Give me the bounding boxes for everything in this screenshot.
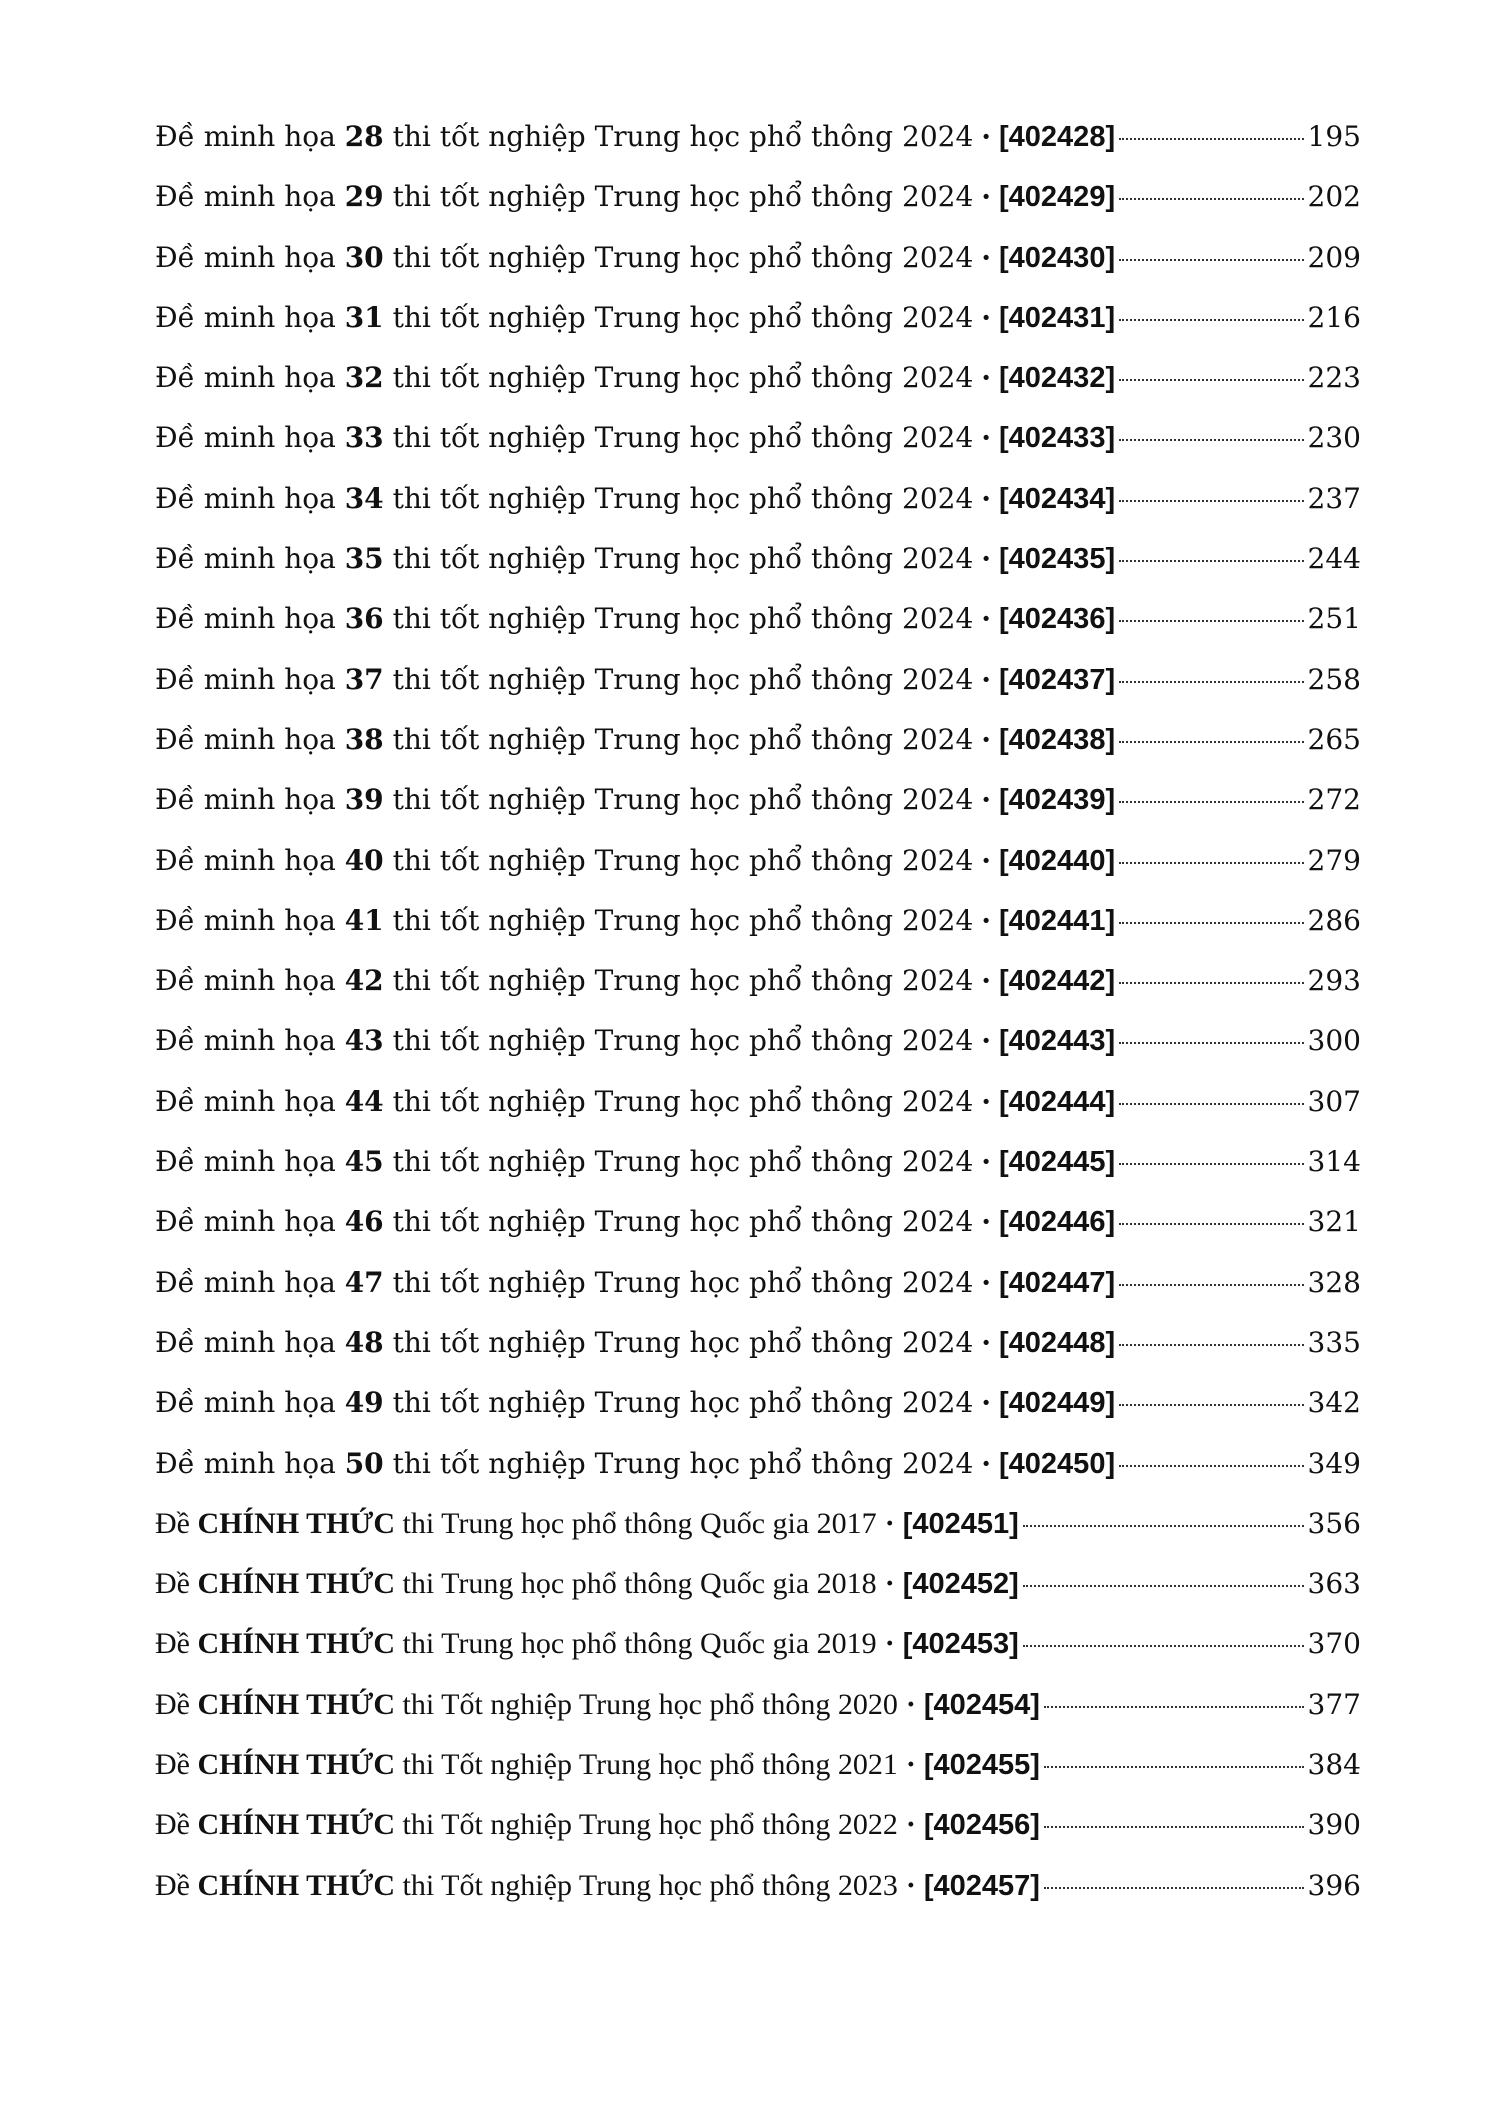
toc-entry-title [155,301,1115,335]
toc-entry-title [155,602,1115,636]
toc-entry-title [155,180,1115,214]
toc-entry-official[interactable] [155,1869,1361,1929]
toc-entry-title [155,482,1115,516]
separator-dot: · [884,1627,895,1661]
toc-entry-title [155,542,1115,576]
separator-dot: · [981,120,992,153]
toc-entry[interactable] [155,904,1361,964]
dot-leader [1044,1826,1304,1828]
page-number: 272 [1307,783,1361,817]
entry-description: thi tốt nghiệp Trung học phổ thông 2024 [392,1024,974,1058]
separator-dot: · [981,180,992,214]
entry-prefix: Đề minh họa [155,481,336,515]
toc-entry-title [155,723,1115,757]
entry-prefix: Đề minh họa [155,1325,336,1359]
entry-number: 32 [344,361,384,395]
entry-description: thi tốt nghiệp Trung học phổ thông 2024 [392,240,974,274]
toc-entry-title [155,1869,1040,1903]
page-number: 377 [1307,1687,1361,1721]
entry-description: thi tốt nghiệp Trung học phổ thông 2024 [392,602,974,636]
toc-entry-title [155,1085,1115,1119]
entry-description: thi Tốt nghiệp Trung học phổ thông 2023 [402,1868,898,1902]
toc-entry-title [155,1808,1040,1842]
entry-number: 48 [344,1325,384,1359]
entry-code: [402449] [999,1387,1116,1420]
dot-leader [1044,1706,1304,1708]
official-tag: CHÍNH THỨC [197,1748,396,1782]
entry-prefix: Đề minh họa [155,1446,336,1480]
entry-description: thi tốt nghiệp Trung học phổ thông 2024 [392,1084,974,1118]
toc-entry-title [155,1386,1115,1420]
entry-code: [402447] [999,1266,1116,1299]
toc-entry[interactable] [155,964,1361,1024]
entry-description: thi tốt nghiệp Trung học phổ thông 2024 [392,964,974,998]
entry-description: thi tốt nghiệp Trung học phổ thông 2024 [392,120,974,153]
toc-entry-title [155,421,1115,455]
entry-prefix: Đề minh họa [155,903,336,937]
entry-number: 39 [344,783,384,817]
entry-code: [402433] [999,422,1116,455]
official-tag: CHÍNH THỨC [197,1627,396,1661]
entry-prefix: Đề minh họa [155,783,336,817]
toc-entry[interactable] [155,844,1361,904]
entry-code: [402457] [923,1869,1040,1902]
toc-entry[interactable] [155,120,1361,180]
page-number: 314 [1307,1145,1361,1179]
dot-leader [1119,560,1303,562]
entry-prefix: Đề minh họa [155,1024,336,1058]
entry-prefix: Đề minh họa [155,662,336,696]
page-number: 370 [1307,1627,1361,1661]
separator-dot: · [981,300,992,334]
dot-leader [1119,922,1303,924]
dot-leader [1023,1645,1304,1647]
entry-code: [402450] [999,1447,1116,1480]
entry-prefix: Đề minh họa [155,1205,336,1239]
entry-prefix: Đề [155,1567,190,1601]
entry-description: thi tốt nghiệp Trung học phổ thông 2024 [392,1446,974,1480]
entry-prefix: Đề minh họa [155,180,336,214]
entry-code: [402429] [999,181,1116,214]
entry-description: thi Trung học phổ thông Quốc gia 2019 [402,1627,877,1661]
entry-prefix: Đề minh họa [155,421,336,455]
separator-dot: · [884,1567,895,1601]
separator-dot: · [981,1024,992,1058]
entry-prefix: Đề minh họa [155,361,336,395]
entry-description: thi tốt nghiệp Trung học phổ thông 2024 [392,421,974,455]
toc-entry[interactable] [155,482,1361,542]
official-tag: CHÍNH THỨC [197,1868,396,1902]
dot-leader [1119,500,1303,502]
separator-dot: · [981,1205,992,1239]
entry-description: thi tốt nghiệp Trung học phổ thông 2024 [392,843,974,877]
dot-leader [1119,259,1303,261]
entry-description: thi tốt nghiệp Trung học phổ thông 2024 [392,903,974,937]
entry-code: [402437] [999,663,1116,696]
entry-code: [402456] [923,1809,1040,1842]
toc-entry[interactable] [155,663,1361,723]
entry-prefix: Đề minh họa [155,722,336,756]
toc-entry-title [155,1024,1115,1058]
page-number: 335 [1307,1325,1361,1359]
entry-prefix: Đề minh họa [155,1265,336,1299]
separator-dot: · [905,1808,916,1842]
toc-entry-title [155,1567,1019,1601]
entry-number: 31 [344,300,384,334]
entry-code: [402431] [999,301,1116,334]
entry-number: 35 [344,542,384,576]
entry-code: [402442] [999,965,1116,998]
toc-entry-title [155,783,1115,817]
entry-prefix: Đề [155,1506,190,1540]
toc-entry-title [155,1326,1115,1360]
page-number: 321 [1307,1205,1361,1239]
entry-code: [402430] [999,241,1116,274]
entry-prefix: Đề [155,1868,190,1902]
separator-dot: · [981,783,992,817]
dot-leader [1119,1103,1303,1105]
official-tag: CHÍNH THỨC [197,1506,396,1540]
separator-dot: · [905,1868,916,1902]
entry-number: 33 [344,421,384,455]
separator-dot: · [981,1265,992,1299]
entry-code: [402455] [923,1749,1040,1782]
entry-description: thi tốt nghiệp Trung học phổ thông 2024 [392,722,974,756]
page-number: 349 [1307,1446,1361,1480]
toc-entry[interactable] [155,1145,1361,1205]
entry-code: [402438] [999,723,1116,756]
entry-description: thi tốt nghiệp Trung học phổ thông 2024 [392,180,974,214]
entry-number: 37 [344,662,384,696]
entry-prefix: Đề minh họa [155,1386,336,1420]
entry-description: thi Trung học phổ thông Quốc gia 2017 [402,1506,877,1540]
dot-leader [1119,1223,1303,1225]
entry-description: thi tốt nghiệp Trung học phổ thông 2024 [392,1386,974,1420]
entry-code: [402435] [999,543,1116,576]
entry-number: 38 [344,722,384,756]
entry-description: thi tốt nghiệp Trung học phổ thông 2024 [392,361,974,395]
toc-entry[interactable] [155,1085,1361,1145]
entry-number: 42 [344,964,384,998]
page-number: 384 [1307,1748,1361,1782]
page-number: 209 [1307,240,1361,274]
dot-leader [1023,1525,1304,1527]
table-of-contents [155,120,1361,1929]
dot-leader [1119,1284,1303,1286]
toc-entry-title [155,844,1115,878]
entry-prefix: Đề [155,1687,190,1721]
page-number: 396 [1307,1868,1361,1902]
page-number: 244 [1307,542,1361,576]
entry-number: 46 [344,1205,384,1239]
entry-prefix: Đề [155,1748,190,1782]
dot-leader [1044,1766,1304,1768]
entry-prefix: Đề minh họa [155,843,336,877]
entry-code: [402454] [923,1688,1040,1721]
entry-code: [402448] [999,1326,1116,1359]
entry-description: thi Trung học phổ thông Quốc gia 2018 [402,1567,877,1601]
page-number: 202 [1307,180,1361,214]
dot-leader [1044,1887,1304,1889]
entry-number: 34 [344,481,384,515]
entry-prefix: Đề minh họa [155,602,336,636]
toc-entry-official[interactable] [155,1627,1361,1687]
page-number: 307 [1307,1084,1361,1118]
dot-leader [1119,379,1303,381]
dot-leader [1119,620,1303,622]
page-number: 363 [1307,1567,1361,1601]
page-number: 279 [1307,843,1361,877]
toc-entry-title [155,1627,1019,1661]
page-number: 251 [1307,602,1361,636]
entry-description: thi tốt nghiệp Trung học phổ thông 2024 [392,481,974,515]
toc-entry-title [155,1145,1115,1179]
entry-prefix: Đề minh họa [155,300,336,334]
entry-description: thi tốt nghiệp Trung học phổ thông 2024 [392,1265,974,1299]
entry-code: [402453] [902,1628,1019,1661]
page-number: 328 [1307,1265,1361,1299]
entry-description: thi tốt nghiệp Trung học phổ thông 2024 [392,783,974,817]
entry-number: 29 [344,180,384,214]
entry-code: [402441] [999,904,1116,937]
toc-entry[interactable] [155,241,1361,301]
dot-leader [1119,198,1303,200]
entry-number: 45 [344,1145,384,1179]
entry-code: [402434] [999,482,1116,515]
toc-entry[interactable] [155,301,1361,361]
entry-prefix: Đề [155,1808,190,1842]
page-number: 216 [1307,300,1361,334]
separator-dot: · [981,1084,992,1118]
entry-description: thi tốt nghiệp Trung học phổ thông 2024 [392,300,974,334]
dot-leader [1119,1042,1303,1044]
entry-description: thi tốt nghiệp Trung học phổ thông 2024 [392,1205,974,1239]
toc-entry-title [155,1507,1019,1541]
dot-leader [1119,319,1303,321]
dot-leader [1119,1163,1303,1165]
dot-leader [1119,1404,1303,1406]
official-tag: CHÍNH THỨC [197,1808,396,1842]
official-tag: CHÍNH THỨC [197,1567,396,1601]
page-number: 342 [1307,1386,1361,1420]
separator-dot: · [981,843,992,877]
entry-code: [402436] [999,603,1116,636]
page-number: 265 [1307,722,1361,756]
toc-entry-official[interactable] [155,1567,1361,1627]
separator-dot: · [884,1506,895,1540]
separator-dot: · [981,662,992,696]
entry-number: 36 [344,602,384,636]
entry-number: 49 [344,1386,384,1420]
dot-leader [1023,1585,1304,1587]
dot-leader [1119,741,1303,743]
page-number: 258 [1307,662,1361,696]
toc-entry[interactable] [155,421,1361,481]
separator-dot: · [981,1145,992,1179]
dot-leader [1119,1344,1303,1346]
toc-entry[interactable] [155,542,1361,602]
toc-entry[interactable] [155,180,1361,240]
toc-entry-title [155,1688,1040,1722]
entry-code: [402440] [999,844,1116,877]
entry-prefix: Đề minh họa [155,964,336,998]
official-tag: CHÍNH THỨC [197,1687,396,1721]
entry-code: [402444] [999,1085,1116,1118]
separator-dot: · [981,361,992,395]
entry-description: thi Tốt nghiệp Trung học phổ thông 2022 [402,1808,898,1842]
entry-code: [402432] [999,362,1116,395]
entry-code: [402445] [999,1146,1116,1179]
separator-dot: · [981,240,992,274]
dot-leader [1119,439,1303,441]
entry-code: [402443] [999,1025,1116,1058]
toc-entry[interactable] [155,361,1361,421]
dot-leader [1119,801,1303,803]
toc-entry-official[interactable] [155,1688,1361,1748]
separator-dot: · [981,1325,992,1359]
toc-entry-title [155,904,1115,938]
page-number: 390 [1307,1808,1361,1842]
page-number: 293 [1307,964,1361,998]
separator-dot: · [981,481,992,515]
entry-code: [402439] [999,784,1116,817]
entry-number: 50 [344,1446,384,1480]
toc-entry[interactable] [155,1386,1361,1446]
toc-entry-title [155,1266,1115,1300]
toc-entry-title [155,241,1115,275]
entry-number: 41 [344,903,384,937]
toc-entry-title [155,1205,1115,1239]
entry-number: 28 [344,120,384,153]
entry-description: thi Tốt nghiệp Trung học phổ thông 2020 [402,1687,898,1721]
separator-dot: · [981,421,992,455]
separator-dot: · [981,542,992,576]
entry-description: thi tốt nghiệp Trung học phổ thông 2024 [392,662,974,696]
toc-entry-official[interactable] [155,1748,1361,1808]
entry-code: [402446] [999,1206,1116,1239]
page-number: 230 [1307,421,1361,455]
entry-number: 40 [344,843,384,877]
toc-entry[interactable] [155,723,1361,783]
toc-entry-title [155,1447,1115,1481]
separator-dot: · [981,964,992,998]
toc-entry-title [155,964,1115,998]
toc-entry[interactable] [155,783,1361,843]
dot-leader [1119,681,1303,683]
separator-dot: · [981,602,992,636]
separator-dot: · [905,1687,916,1721]
entry-number: 30 [344,240,384,274]
separator-dot: · [981,903,992,937]
page-number: 286 [1307,903,1361,937]
entry-code: [402428] [999,121,1116,153]
toc-entry-official[interactable] [155,1507,1361,1567]
dot-leader [1119,1465,1303,1467]
separator-dot: · [981,1386,992,1420]
toc-entry-official[interactable] [155,1808,1361,1868]
toc-entry[interactable] [155,1326,1361,1386]
entry-prefix: Đề minh họa [155,1084,336,1118]
dot-leader [1119,862,1303,864]
toc-entry[interactable] [155,1266,1361,1326]
separator-dot: · [981,722,992,756]
entry-number: 43 [344,1024,384,1058]
entry-description: thi Tốt nghiệp Trung học phổ thông 2021 [402,1748,898,1782]
page-number: 300 [1307,1024,1361,1058]
entry-number: 44 [344,1084,384,1118]
entry-prefix: Đề minh họa [155,120,336,153]
entry-code: [402451] [902,1507,1019,1540]
toc-entry-title [155,361,1115,395]
dot-leader [1119,138,1303,140]
page-number: 237 [1307,481,1361,515]
toc-entry-title [155,1748,1040,1782]
page-number: 223 [1307,361,1361,395]
toc-entry[interactable] [155,1205,1361,1265]
separator-dot: · [981,1446,992,1480]
entry-code: [402452] [902,1568,1019,1601]
entry-prefix: Đề minh họa [155,542,336,576]
page-number: 195 [1307,120,1361,153]
entry-prefix: Đề minh họa [155,240,336,274]
toc-entry[interactable] [155,1447,1361,1507]
toc-entry-title [155,120,1115,154]
separator-dot: · [905,1748,916,1782]
entry-prefix: Đề [155,1627,190,1661]
entry-description: thi tốt nghiệp Trung học phổ thông 2024 [392,1145,974,1179]
entry-description: thi tốt nghiệp Trung học phổ thông 2024 [392,1325,974,1359]
toc-entry[interactable] [155,1024,1361,1084]
entry-prefix: Đề minh họa [155,1145,336,1179]
entry-number: 47 [344,1265,384,1299]
dot-leader [1119,982,1303,984]
page-number: 356 [1307,1506,1361,1540]
toc-entry-title [155,663,1115,697]
entry-description: thi tốt nghiệp Trung học phổ thông 2024 [392,542,974,576]
toc-entry[interactable] [155,602,1361,662]
